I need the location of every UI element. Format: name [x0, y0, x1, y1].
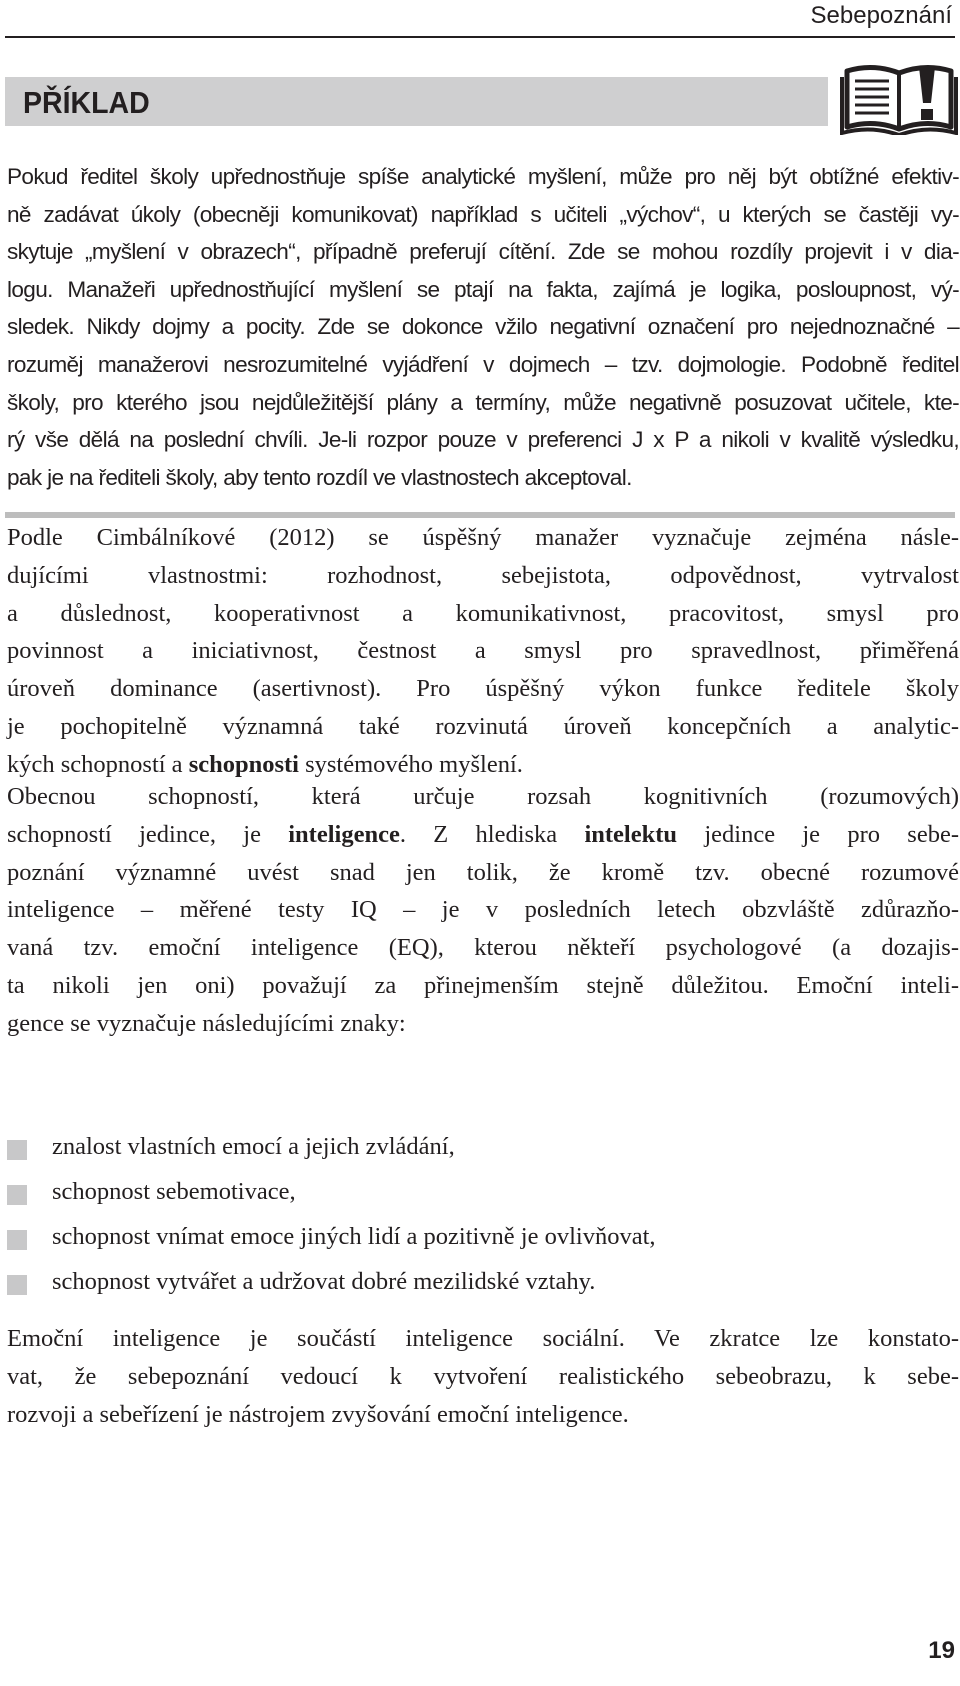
example-heading-bar [5, 77, 828, 126]
paragraph-social-intelligence [7, 1320, 959, 1433]
example-line: sledek. Nikdy dojmy a pocity. Zde se dokonce vžilo negativní označení pro nejednoznačné – [7, 314, 959, 340]
paragraph-line: poznání významné uvést snad jen tolik, že kromě tzv. obecné rozumové [7, 858, 959, 886]
text-run: jedince je pro sebe- [677, 820, 959, 848]
example-heading: PŘÍKLAD [23, 85, 150, 120]
bold-term: intelektu [584, 820, 678, 848]
paragraph-qualities [7, 519, 959, 784]
paragraph-line: vat, že sebepoznání vedoucí k vytvoření realistického sebeobrazu, k sebe- [7, 1362, 959, 1390]
text-run: schopností jedince, je [7, 820, 289, 848]
bold-term: inteligence [288, 820, 400, 848]
bullet-square-icon [7, 1230, 27, 1250]
list-item-text: schopnost sebemotivace, [52, 1178, 296, 1205]
bullet-square-icon [7, 1275, 27, 1295]
paragraph-line: povinnost a iniciativnost, čestnost a smysl pro spravedlnost, přiměřená [7, 637, 959, 665]
paragraph-line: ta nikoli jen oni) považují za přinejmenším stejně důležitou. Emoční inteli- [7, 971, 959, 999]
paragraph-intelligence [7, 778, 959, 1043]
list-item [7, 1127, 907, 1172]
text-run: . Z hlediska [399, 820, 585, 848]
list-item [7, 1262, 907, 1307]
example-line: školy, pro kterého jsou nejdůležitější plány a termíny, může negativně posuzovat učitele, kte- [7, 389, 959, 415]
example-divider [5, 512, 955, 518]
paragraph-line: vaná tzv. emoční inteligence (EQ), kterou někteří psychologové (a dozajis- [7, 934, 959, 962]
example-line: Pokud ředitel školy upřednostňuje spíše analytické myšlení, může pro něj být obtížné efektiv- [7, 164, 959, 189]
list-item [7, 1172, 907, 1217]
paragraph-line: dujícími vlastnostmi: rozhodnost, sebejistota, odpovědnost, vytrvalost [7, 561, 959, 589]
paragraph-line: je pochopitelně významná také rozvinutá úroveň koncepčních a analytic- [7, 712, 959, 740]
list-item-text: znalost vlastních emocí a jejich zvládání, [52, 1133, 455, 1160]
example-text [7, 158, 959, 496]
example-line: rozuměj manažerovi nesrozumitelné vyjádření v dojmech – tzv. dojmologie. Podobně ředitel [7, 351, 959, 377]
example-line: skytuje „myšlení v obrazech“, případně preferují cítění. Zde se mohou rozdíly projevit i v dia- [7, 239, 959, 265]
paragraph-line: inteligence – měřené testy IQ – je v posledních letech obzvláště zdůrazňo- [7, 896, 959, 924]
paragraph-line: úroveň dominance (asertivnost). Pro úspěšný výkon funkce ředitele školy [7, 675, 959, 703]
text-run: kých schopností a [7, 750, 189, 778]
text-run: systémového myšlení. [298, 750, 523, 778]
list-item [7, 1217, 907, 1262]
page-number: 19 [928, 1637, 955, 1664]
paragraph-line: Obecnou schopností, která určuje rozsah kognitivních (rozumových) [7, 783, 959, 810]
paragraph-line: Podle Cimbálníkové (2012) se úspěšný manažer vyznačuje zejména násle- [7, 524, 959, 551]
bullet-square-icon [7, 1140, 27, 1160]
bold-term: schopnosti [188, 750, 299, 778]
list-item-text: schopnost vnímat emoce jiných lidí a pozitivně je ovlivňovat, [52, 1223, 656, 1250]
open-book-exclamation-icon [839, 57, 959, 135]
example-line: pak je na řediteli školy, aby tento rozdíl ve vlastnostech akceptoval. [7, 464, 632, 490]
paragraph-line: Emoční inteligence je součástí inteligence sociální. Ve zkratce lze konstato- [7, 1325, 959, 1352]
bullet-square-icon [7, 1185, 27, 1205]
header-divider [5, 36, 955, 38]
emotional-intelligence-list [7, 1127, 907, 1307]
list-item-text: schopnost vytvářet a udržovat dobré mezilidské vztahy. [52, 1268, 596, 1295]
paragraph-line: rozvoji a sebeřízení je nástrojem zvyšování emoční inteligence. [7, 1400, 629, 1428]
paragraph-line: gence se vyznačuje následujícími znaky: [7, 1009, 406, 1037]
example-line: logu. Manažeři upřednostňující myšlení se ptají na fakta, zajímá je logika, posloupnost, vý- [7, 276, 959, 302]
paragraph-line: a důslednost, kooperativnost a komunikativnost, pracovitost, smysl pro [7, 599, 959, 627]
paragraph-line [7, 816, 959, 854]
example-line: rý vše dělá na poslední chvíli. Je-li rozpor pouze v preferenci J x P a nikoli v kvalitě výsledku, [7, 427, 959, 453]
running-header: Sebepoznání [810, 2, 952, 29]
example-line: ně zadávat úkoly (obecněji komunikovat) například s učiteli „výchov“, u kterých se častěji vy- [7, 201, 959, 227]
